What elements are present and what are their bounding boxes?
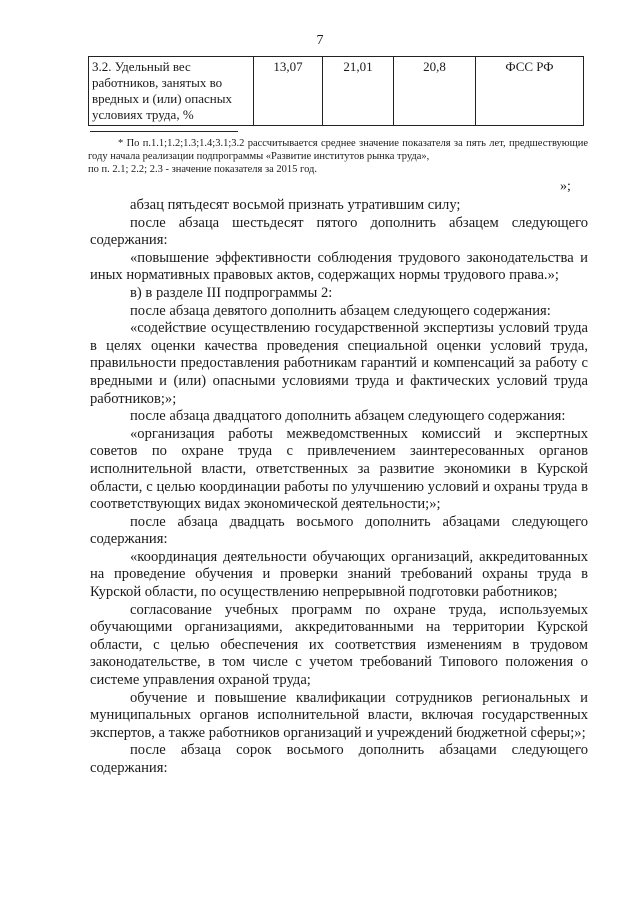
paragraph: в) в разделе III подпрограммы 2:	[130, 284, 333, 301]
footnote-line-2: по п. 2.1; 2.2; 2.3 - значение показателя за 2015 год.	[88, 164, 318, 175]
paragraph: согласование учебных программ по охране труда, используемых обучающими организациями, аккредитованными на территории Курской области, с целью обеспечения их соответствия изменениям в трудовом законодательстве, в том числе с учетом требований Типового положения о системе управления охраной труда;	[90, 601, 588, 689]
paragraph: после абзаца шестьдесят пятого дополнить абзацем следующего содержания:	[90, 214, 588, 249]
paragraph: после абзаца двадцатого дополнить абзацем следующего содержания:	[130, 408, 566, 425]
indicators-table	[88, 56, 584, 126]
paragraph: обучение и повышение квалификации сотрудников региональных и муниципальных органов исполнительной власти, включая государственных экспертов, а также работников организаций и учреждений бюджетной сферы;»;	[90, 689, 588, 741]
page-number: 7	[316, 33, 324, 48]
value-cell-3: 20,8	[394, 57, 476, 126]
paragraph: абзац пятьдесят восьмой признать утратившим силу;	[130, 197, 461, 213]
table-row	[89, 57, 584, 126]
paragraph: после абзаца двадцать восьмого дополнить абзацами следующего содержания:	[90, 513, 588, 548]
footnote-line-1: * По п.1.1;1.2;1.3;1.4;3.1;3.2 рассчитывается среднее значение показателя за пять лет, предшествующие году начала реализации подпрограммы «Развитие институтов рынка труда»,	[88, 138, 588, 162]
body-text	[90, 197, 588, 778]
paragraph: после абзаца девятого дополнить абзацем следующего содержания:	[130, 302, 551, 319]
value-cell-2: 21,01	[323, 57, 394, 126]
value-cell-1: 13,07	[254, 57, 323, 126]
paragraph: «организация работы межведомственных комиссий и экспертных советов по охране труда с привлечением заинтересованных органов исполнительной власти, ответственных за развитие экономики в Курской области, с целью координации работы по улучшению условий и охраны труда в соответствующих видах экономической деятельности;»;	[90, 425, 588, 513]
footnote	[88, 137, 588, 176]
paragraph: «повышение эффективности соблюдения трудового законодательства и иных нормативных правовых актов, содержащих нормы трудового права.»;	[90, 249, 588, 284]
source-cell: ФСС РФ	[476, 57, 584, 126]
indicator-name-cell: 3.2. Удельный вес работников, занятых во вредных и (или) опасных условиях труда, %	[89, 57, 254, 126]
paragraph: после абзаца сорок восьмого дополнить абзацами следующего содержания:	[90, 742, 588, 776]
footnote-divider	[90, 131, 238, 132]
closing-quote: »;	[560, 179, 571, 194]
paragraph: «содействие осуществлению государственной экспертизы условий труда в целях оценки качества проведения специальной оценки условий труда, правильности предоставления работникам гарантий и компенсаций за работу с вредными и (или) опасными условиями труда и фактических условий труда работников;»;	[90, 320, 588, 407]
paragraph: «координация деятельности обучающих организаций, аккредитованных на проведение обучения и проверки знаний требований охраны труда в Курской области, по осуществлению непрерывной подготовки работников;	[90, 548, 588, 601]
